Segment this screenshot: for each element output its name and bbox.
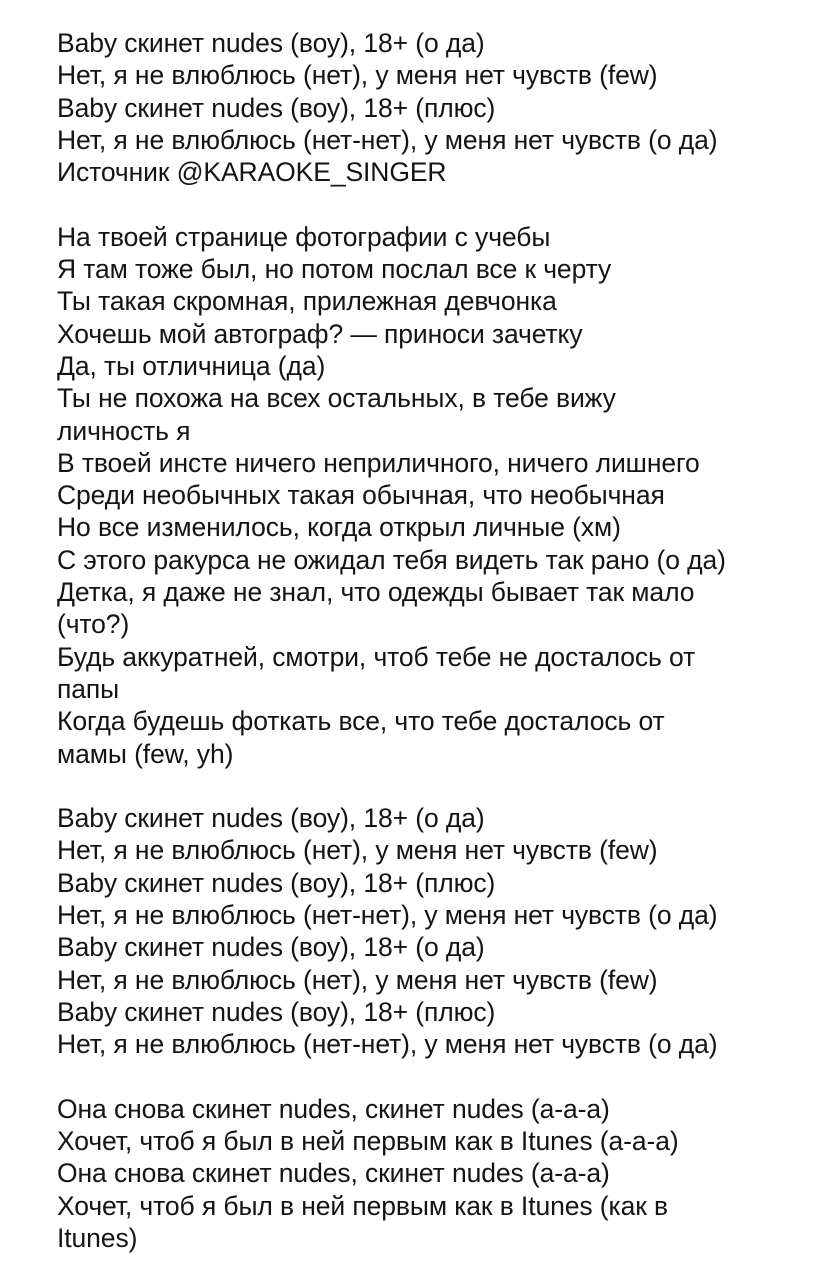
lyric-line: Нет, я не влюблюсь (нет), у меня нет чувств (few) (57, 964, 658, 995)
lyric-line: Нет, я не влюблюсь (нет-нет), у меня нет чувств (о да) (57, 1029, 718, 1060)
lyric-line: Детка, я даже не знал, что одежды бывает так мало (57, 577, 695, 608)
lyric-line: Baby скинет nudes (воу), 18+ (о да) (57, 932, 485, 963)
lyric-line: мамы (few, yh) (57, 738, 234, 769)
lyric-line: Нет, я не влюблюсь (нет), у меня нет чувств (few) (57, 835, 658, 866)
lyric-line: С этого ракурса не ожидал тебя видеть так рано (о да) (57, 544, 726, 575)
lyric-line: Baby скинет nudes (воу), 18+ (плюс) (57, 996, 496, 1027)
lyric-line: На твоей странице фотографии с учебы (57, 221, 551, 252)
lyric-line: Ты такая скромная, прилежная девчонка (57, 286, 557, 317)
lyric-line: Я там тоже был, но потом послал все к черту (57, 254, 612, 285)
lyric-line: Она снова скинет nudes, скинет nudes (а-а-а) (57, 1158, 610, 1189)
lyric-line: Нет, я не влюблюсь (нет-нет), у меня нет чувств (о да) (57, 124, 718, 155)
lyric-line: Когда будешь фоткать все, что тебе досталось от (57, 706, 665, 737)
lyric-line: (что?) (57, 609, 130, 640)
lyrics-text (57, 27, 777, 1254)
stanza-2 (57, 221, 777, 770)
lyric-line: Она снова скинет nudes, скинет nudes (а-а-а) (57, 1093, 610, 1124)
lyric-line: личность я (57, 415, 191, 446)
lyric-line: Baby скинет nudes (воу), 18+ (плюс) (57, 867, 496, 898)
stanza-3 (57, 802, 777, 1060)
stanza-1 (57, 27, 777, 188)
lyric-line: Baby скинет nudes (воу), 18+ (плюс) (57, 92, 496, 123)
lyric-line: В твоей инсте ничего неприличного, ничего лишнего (57, 447, 700, 478)
lyric-line: Itunes) (57, 1222, 138, 1253)
lyric-line: Будь аккуратней, смотри, чтоб тебе не досталось от (57, 641, 696, 672)
lyric-line: Baby скинет nudes (воу), 18+ (о да) (57, 803, 485, 834)
lyric-line: Да, ты отличница (да) (57, 350, 326, 381)
stanza-4 (57, 1093, 777, 1254)
lyric-line: Среди необычных такая обычная, что необычная (57, 480, 665, 511)
lyric-line: Хочешь мой автограф? — приноси зачетку (57, 318, 583, 349)
lyric-line: Нет, я не влюблюсь (нет-нет), у меня нет чувств (о да) (57, 900, 718, 931)
lyric-line: Хочет, чтоб я был в ней первым как в Itunes (а-а-а) (57, 1126, 679, 1157)
lyric-line: Нет, я не влюблюсь (нет), у меня нет чувств (few) (57, 60, 658, 91)
lyric-line: папы (57, 673, 120, 704)
source-credit: Источник @KARAOKE_SINGER (57, 157, 447, 188)
lyric-line: Хочет, чтоб я был в ней первым как в Itunes (как в (57, 1190, 668, 1221)
lyric-line: Baby скинет nudes (воу), 18+ (о да) (57, 28, 485, 58)
lyric-line: Но все изменилось, когда открыл личные (хм) (57, 512, 621, 543)
lyric-line: Ты не похожа на всех остальных, в тебе вижу (57, 383, 616, 414)
